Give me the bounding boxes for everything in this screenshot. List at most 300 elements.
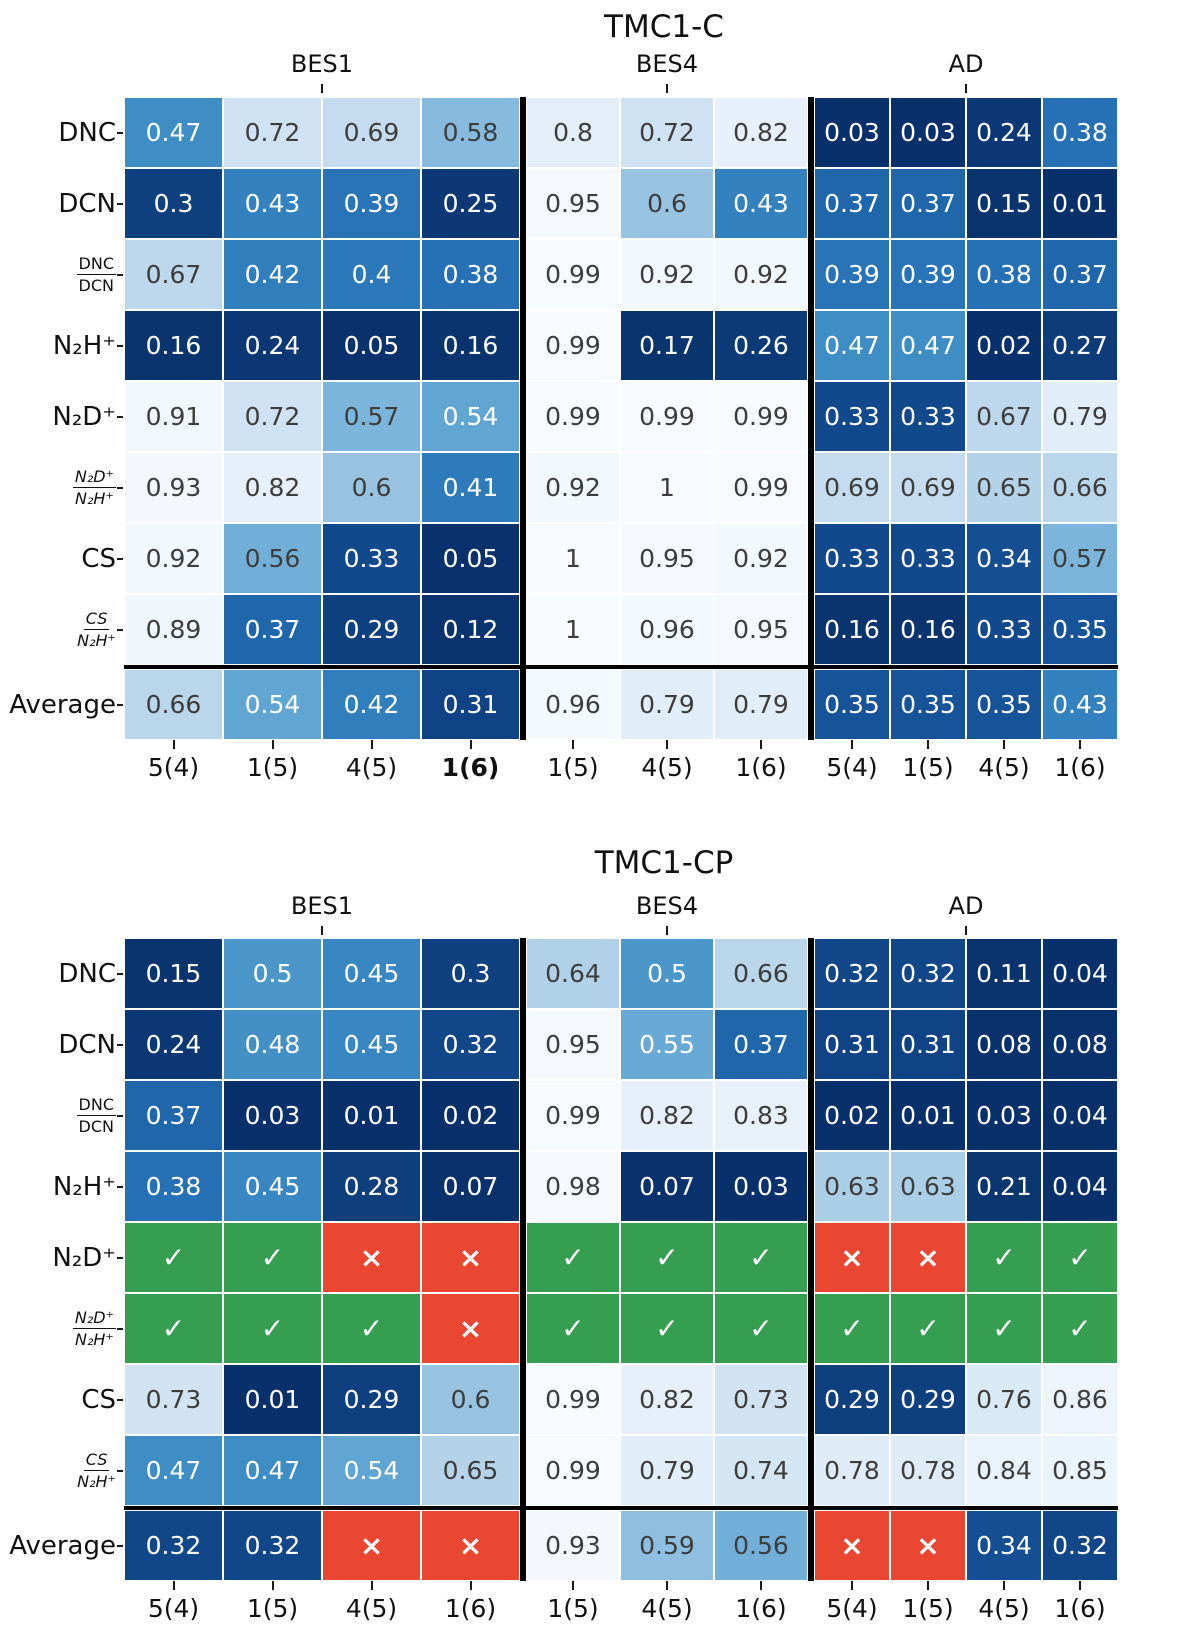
heatmap-cell — [714, 669, 808, 740]
heatmap-cell — [322, 1222, 421, 1293]
heatmap-cell — [1042, 381, 1118, 452]
cell-value: 1 — [659, 473, 675, 502]
cell-value: 0.35 — [1052, 615, 1108, 644]
cell-value: 0.84 — [976, 1456, 1032, 1485]
cell-value: 0.32 — [442, 1030, 499, 1059]
column-group-block — [814, 938, 1118, 1009]
column-group-block — [124, 1151, 520, 1222]
column-tick — [1079, 740, 1081, 749]
row-label-n2dp — [0, 381, 116, 452]
heatmap-cell — [421, 1009, 520, 1080]
heatmap-cell — [421, 1080, 520, 1151]
heatmap-cell — [223, 97, 322, 168]
row-label-text: N₂D⁺ — [52, 1242, 116, 1273]
cell-value: 0.95 — [545, 1030, 601, 1059]
cell-value: 0.01 — [343, 1101, 400, 1130]
fraction-numerator: DNC — [77, 254, 116, 275]
heatmap-cell — [814, 1151, 890, 1222]
cell-value: 0.33 — [824, 402, 880, 431]
heatmap-cell — [124, 310, 223, 381]
heatmap-grid — [124, 938, 1118, 1581]
heatmap-cell — [714, 97, 808, 168]
heatmap-cell — [966, 168, 1042, 239]
cell-value: 0.82 — [639, 1385, 695, 1414]
cell-value: 0.38 — [1052, 118, 1108, 147]
row-label-text: CS — [81, 1384, 116, 1415]
column-group-block — [526, 1080, 808, 1151]
cell-value: 0.05 — [442, 544, 499, 573]
heatmap-cell — [124, 452, 223, 523]
heatmap-cell — [421, 310, 520, 381]
cell-value: 0.33 — [343, 544, 400, 573]
cell-value: 0.99 — [733, 473, 789, 502]
heatmap-cell — [322, 381, 421, 452]
column-group-block — [526, 97, 808, 168]
cell-value: 0.17 — [639, 331, 695, 360]
heatmap-cell — [890, 1009, 966, 1080]
heatmap-cell — [620, 1080, 714, 1151]
group-label-bes1: BES1 — [290, 892, 354, 920]
cell-value: 0.35 — [900, 690, 956, 719]
heatmap-cell — [322, 1435, 421, 1506]
heatmap-cell — [1042, 523, 1118, 594]
cell-value: 0.54 — [244, 690, 301, 719]
heatmap-cell — [1042, 1222, 1118, 1293]
heatmap-cell — [714, 1510, 808, 1581]
heatmap-cell — [814, 1009, 890, 1080]
column-group-block — [526, 938, 808, 1009]
cell-value: 0.16 — [900, 615, 956, 644]
heatmap-cell — [124, 168, 223, 239]
heatmap-cell — [223, 594, 322, 665]
check-icon: ✓ — [260, 1311, 285, 1345]
heatmap-cell — [223, 1009, 322, 1080]
cross-icon: × — [916, 1528, 940, 1562]
column-group-block — [526, 381, 808, 452]
table-row — [124, 1364, 1118, 1435]
heatmap-cell — [322, 310, 421, 381]
cell-value: 0.72 — [244, 118, 301, 147]
cell-value: 0.35 — [824, 690, 880, 719]
row-label-cs-n2hp — [0, 594, 116, 665]
row-label-text: DCN — [58, 1029, 116, 1060]
column-group-block — [124, 239, 520, 310]
cell-value: 0.43 — [733, 189, 789, 218]
row-label-n2hp — [0, 310, 116, 381]
column-group-block — [526, 1364, 808, 1435]
column-tick-label: 4(5) — [641, 1594, 693, 1623]
cell-value: 0.3 — [450, 959, 491, 988]
table-row — [124, 594, 1118, 665]
fraction-numerator: CS — [84, 1450, 110, 1471]
table-row — [124, 381, 1118, 452]
heatmap-cell — [421, 1510, 520, 1581]
column-group-block — [124, 1510, 520, 1581]
cell-value: 0.32 — [244, 1531, 301, 1560]
cell-value: 0.16 — [145, 331, 202, 360]
cell-value: 0.45 — [343, 959, 400, 988]
cell-value: 0.73 — [145, 1385, 202, 1414]
cell-value: 0.57 — [343, 402, 400, 431]
row-label-text: Average — [9, 689, 116, 720]
heatmap-cell — [714, 239, 808, 310]
heatmap-cell — [620, 938, 714, 1009]
cell-value: 0.41 — [442, 473, 499, 502]
cell-value: 0.99 — [545, 260, 601, 289]
heatmap-cell — [322, 1510, 421, 1581]
heatmap-cell — [814, 1510, 890, 1581]
heatmap-cell — [421, 1222, 520, 1293]
heatmap-cell — [620, 1435, 714, 1506]
row-tick — [117, 1399, 123, 1401]
heatmap-cell — [620, 1510, 714, 1581]
cell-value: 0.32 — [145, 1531, 202, 1560]
heatmap-cell — [223, 452, 322, 523]
cell-value: 0.6 — [450, 1385, 491, 1414]
column-tick-label: 1(5) — [547, 753, 599, 782]
cell-value: 0.4 — [351, 260, 392, 289]
row-label-fraction — [77, 1450, 116, 1491]
heatmap-cell — [322, 523, 421, 594]
heatmap-cell — [714, 1435, 808, 1506]
cell-value: 0.86 — [1052, 1385, 1108, 1414]
column-group-block — [124, 523, 520, 594]
heatmap-cell — [223, 1151, 322, 1222]
table-row — [124, 452, 1118, 523]
cell-value: 0.99 — [639, 402, 695, 431]
cell-value: 0.58 — [442, 118, 499, 147]
cell-value: 0.54 — [343, 1456, 400, 1485]
heatmap-cell — [1042, 1435, 1118, 1506]
column-tick — [927, 740, 929, 749]
cell-value: 0.56 — [733, 1531, 789, 1560]
heatmap-cell — [714, 1080, 808, 1151]
cell-value: 0.76 — [976, 1385, 1032, 1414]
heatmap-cell — [620, 168, 714, 239]
column-tick-label: 1(5) — [547, 1594, 599, 1623]
cell-value: 0.02 — [442, 1101, 499, 1130]
column-group-block — [814, 1080, 1118, 1151]
cell-value: 0.66 — [145, 690, 202, 719]
cell-value: 0.99 — [733, 402, 789, 431]
heatmap-cell — [890, 1293, 966, 1364]
cell-value: 0.27 — [1052, 331, 1108, 360]
column-group-block — [526, 1222, 808, 1293]
heatmap-cell — [322, 239, 421, 310]
check-icon: ✓ — [655, 1240, 679, 1274]
heatmap-cell — [814, 239, 890, 310]
cell-value: 0.31 — [824, 1030, 880, 1059]
check-icon: ✓ — [561, 1240, 585, 1274]
heatmap-cell — [124, 594, 223, 665]
cross-icon: × — [916, 1240, 940, 1274]
column-group-block — [814, 310, 1118, 381]
column-tick-label: 5(4) — [147, 1594, 200, 1623]
column-group-block — [124, 669, 520, 740]
row-tick — [117, 704, 123, 706]
column-group-block — [814, 168, 1118, 239]
heatmap-cell — [890, 938, 966, 1009]
row-tick — [117, 132, 123, 134]
cross-icon: × — [359, 1528, 384, 1562]
heatmap-cell — [966, 1222, 1042, 1293]
chart-title: TMC1-C — [604, 9, 724, 45]
heatmap-cell — [714, 1009, 808, 1080]
column-tick-label: 1(5) — [246, 1594, 299, 1623]
column-group-block — [526, 1435, 808, 1506]
cell-value: 0.04 — [1052, 959, 1108, 988]
heatmap-cell — [890, 97, 966, 168]
column-tick — [572, 740, 574, 749]
cell-value: 0.82 — [244, 473, 301, 502]
heatmap-cell — [421, 452, 520, 523]
check-icon: ✓ — [749, 1240, 773, 1274]
row-label-fraction — [77, 1095, 116, 1136]
fraction-denominator: DCN — [78, 1117, 114, 1136]
column-group-block — [526, 594, 808, 665]
heatmap-cell — [814, 1293, 890, 1364]
cell-value: 0.12 — [442, 615, 499, 644]
cell-value: 0.37 — [244, 615, 301, 644]
chart-title: TMC1-CP — [594, 845, 734, 881]
heatmap-cell — [322, 97, 421, 168]
heatmap-grid — [124, 97, 1118, 740]
row-tick — [117, 558, 123, 560]
heatmap-cell — [1042, 168, 1118, 239]
column-tick — [173, 1581, 175, 1590]
cell-value: 0.99 — [545, 402, 601, 431]
cell-value: 0.33 — [976, 615, 1032, 644]
cell-value: 1 — [565, 544, 581, 573]
heatmap-cell — [526, 1222, 620, 1293]
cell-value: 0.35 — [976, 690, 1032, 719]
fraction-denominator: N₂H⁺ — [77, 631, 116, 650]
column-tick — [272, 740, 274, 749]
heatmap-cell — [620, 523, 714, 594]
table-row — [124, 1080, 1118, 1151]
row-label-dnc — [0, 97, 116, 168]
heatmap-cell — [223, 1435, 322, 1506]
column-group-block — [814, 669, 1118, 740]
row-label-average — [0, 669, 116, 740]
cell-value: 0.67 — [145, 260, 202, 289]
cell-value: 0.11 — [976, 959, 1032, 988]
heatmap-cell — [714, 594, 808, 665]
heatmap-cell — [124, 381, 223, 452]
row-tick — [117, 1115, 123, 1117]
heatmap-cell — [1042, 1510, 1118, 1581]
heatmap-cell — [890, 239, 966, 310]
heatmap-cell — [223, 1364, 322, 1435]
heatmap-cell — [526, 381, 620, 452]
cross-icon: × — [458, 1240, 483, 1274]
heatmap-cell — [223, 669, 322, 740]
heatmap-cell — [421, 381, 520, 452]
column-tick-label: 4(5) — [641, 753, 693, 782]
heatmap-cell — [322, 452, 421, 523]
check-icon: ✓ — [1068, 1240, 1092, 1274]
heatmap-cell — [620, 1364, 714, 1435]
heatmap-cell — [526, 239, 620, 310]
cell-value: 0.5 — [647, 959, 687, 988]
heatmap-cell — [620, 1151, 714, 1222]
heatmap-cell — [526, 1009, 620, 1080]
fraction-numerator: DNC — [77, 1095, 116, 1116]
heatmap-cell — [714, 938, 808, 1009]
heatmap-cell — [124, 1293, 223, 1364]
heatmap-cell — [814, 168, 890, 239]
heatmap-cell — [526, 310, 620, 381]
heatmap-cell — [814, 938, 890, 1009]
column-group-block — [124, 1080, 520, 1151]
heatmap-cell — [421, 594, 520, 665]
column-tick-label: 1(6) — [441, 753, 500, 782]
cell-value: 0.21 — [976, 1172, 1032, 1201]
heatmap-cell — [890, 523, 966, 594]
column-tick — [371, 1581, 373, 1590]
cross-icon: × — [840, 1528, 864, 1562]
heatmap-cell — [1042, 1364, 1118, 1435]
fraction-numerator: N₂D⁺ — [73, 1308, 116, 1329]
column-tick — [371, 740, 373, 749]
fraction-denominator: N₂H⁺ — [77, 1472, 116, 1491]
cell-value: 0.37 — [145, 1101, 202, 1130]
check-icon: ✓ — [1068, 1311, 1092, 1345]
heatmap-cell — [526, 1080, 620, 1151]
cell-value: 0.96 — [639, 615, 695, 644]
heatmap-cell — [322, 594, 421, 665]
heatmap-cell — [966, 1151, 1042, 1222]
column-group-block — [814, 1364, 1118, 1435]
cell-value: 0.55 — [639, 1030, 695, 1059]
cell-value: 0.99 — [545, 1456, 601, 1485]
table-row — [124, 168, 1118, 239]
column-tick — [272, 1581, 274, 1590]
cell-value: 0.47 — [900, 331, 956, 360]
heatmap-cell — [714, 1151, 808, 1222]
heatmap-cell — [620, 1222, 714, 1293]
heatmap-cell — [620, 97, 714, 168]
heatmap-cell — [890, 1364, 966, 1435]
column-tick-label: 1(6) — [735, 1594, 787, 1623]
column-group-block — [814, 1293, 1118, 1364]
cell-value: 0.31 — [900, 1030, 956, 1059]
column-group-block — [526, 239, 808, 310]
table-row — [124, 523, 1118, 594]
row-label-text: N₂D⁺ — [52, 401, 116, 432]
column-tick — [1003, 1581, 1005, 1590]
fraction-denominator: DCN — [78, 276, 114, 295]
column-tick — [470, 1581, 472, 1590]
table-row — [124, 1435, 1118, 1506]
column-group-block — [526, 1009, 808, 1080]
table-row — [124, 97, 1118, 168]
cell-value: 0.47 — [244, 1456, 301, 1485]
check-icon: ✓ — [840, 1311, 864, 1345]
column-tick — [470, 740, 472, 749]
column-group-block — [814, 452, 1118, 523]
heatmap-cell — [421, 239, 520, 310]
heatmap-cell — [421, 97, 520, 168]
column-tick — [572, 1581, 574, 1590]
column-group-block — [124, 1009, 520, 1080]
cell-value: 0.34 — [976, 1531, 1032, 1560]
check-icon: ✓ — [749, 1311, 773, 1345]
column-tick — [1079, 1581, 1081, 1590]
cell-value: 0.29 — [343, 615, 400, 644]
cell-value: 0.72 — [639, 118, 695, 147]
heatmap-cell — [714, 1293, 808, 1364]
cell-value: 0.82 — [733, 118, 789, 147]
heatmap-cell — [526, 97, 620, 168]
cell-value: 0.03 — [824, 118, 880, 147]
fraction-numerator: N₂D⁺ — [73, 467, 116, 488]
heatmap-cell — [526, 1293, 620, 1364]
column-tick-label: 5(4) — [147, 753, 200, 782]
heatmap-cell — [814, 1435, 890, 1506]
cell-value: 0.24 — [976, 118, 1032, 147]
cell-value: 0.32 — [1052, 1531, 1108, 1560]
cell-value: 0.42 — [244, 260, 301, 289]
heatmap-cell — [966, 381, 1042, 452]
cell-value: 0.43 — [244, 189, 301, 218]
row-label-dnc-dcn — [0, 1080, 116, 1151]
cell-value: 0.29 — [900, 1385, 956, 1414]
cell-value: 0.66 — [733, 959, 789, 988]
column-group-block — [526, 1151, 808, 1222]
cell-value: 0.33 — [824, 544, 880, 573]
column-group-block — [124, 310, 520, 381]
group-label-ad: AD — [948, 892, 984, 920]
heatmap-cell — [814, 97, 890, 168]
heatmap-cell — [124, 1435, 223, 1506]
heatmap-cell — [526, 452, 620, 523]
heatmap-cell — [124, 669, 223, 740]
row-label-cs — [0, 523, 116, 594]
heatmap-cell — [1042, 1009, 1118, 1080]
cell-value: 0.04 — [1052, 1101, 1108, 1130]
cell-value: 0.37 — [900, 189, 956, 218]
cell-value: 0.65 — [442, 1456, 499, 1485]
cell-value: 0.08 — [1052, 1030, 1108, 1059]
heatmap-cell — [223, 523, 322, 594]
cross-icon: × — [359, 1240, 384, 1274]
column-tick-label: 4(5) — [345, 1594, 398, 1623]
cell-value: 0.32 — [900, 959, 956, 988]
heatmap-cell — [966, 310, 1042, 381]
heatmap-cell — [966, 1009, 1042, 1080]
cell-value: 0.79 — [733, 690, 789, 719]
cell-value: 0.37 — [733, 1030, 789, 1059]
row-tick — [117, 1186, 123, 1188]
heatmap-cell — [421, 1293, 520, 1364]
column-group-block — [814, 97, 1118, 168]
heatmap-cell — [890, 1510, 966, 1581]
check-icon: ✓ — [655, 1311, 679, 1345]
heatmap-cell — [620, 1293, 714, 1364]
heatmap-cell — [814, 310, 890, 381]
column-group-block — [526, 523, 808, 594]
heatmap-cell — [322, 669, 421, 740]
row-tick — [117, 1328, 123, 1330]
heatmap-cell — [322, 1009, 421, 1080]
heatmap-cell — [620, 239, 714, 310]
cell-value: 0.56 — [244, 544, 301, 573]
cell-value: 0.99 — [545, 1385, 601, 1414]
heatmap-cell — [620, 1009, 714, 1080]
cell-value: 0.03 — [733, 1172, 789, 1201]
column-group-block — [124, 1435, 520, 1506]
